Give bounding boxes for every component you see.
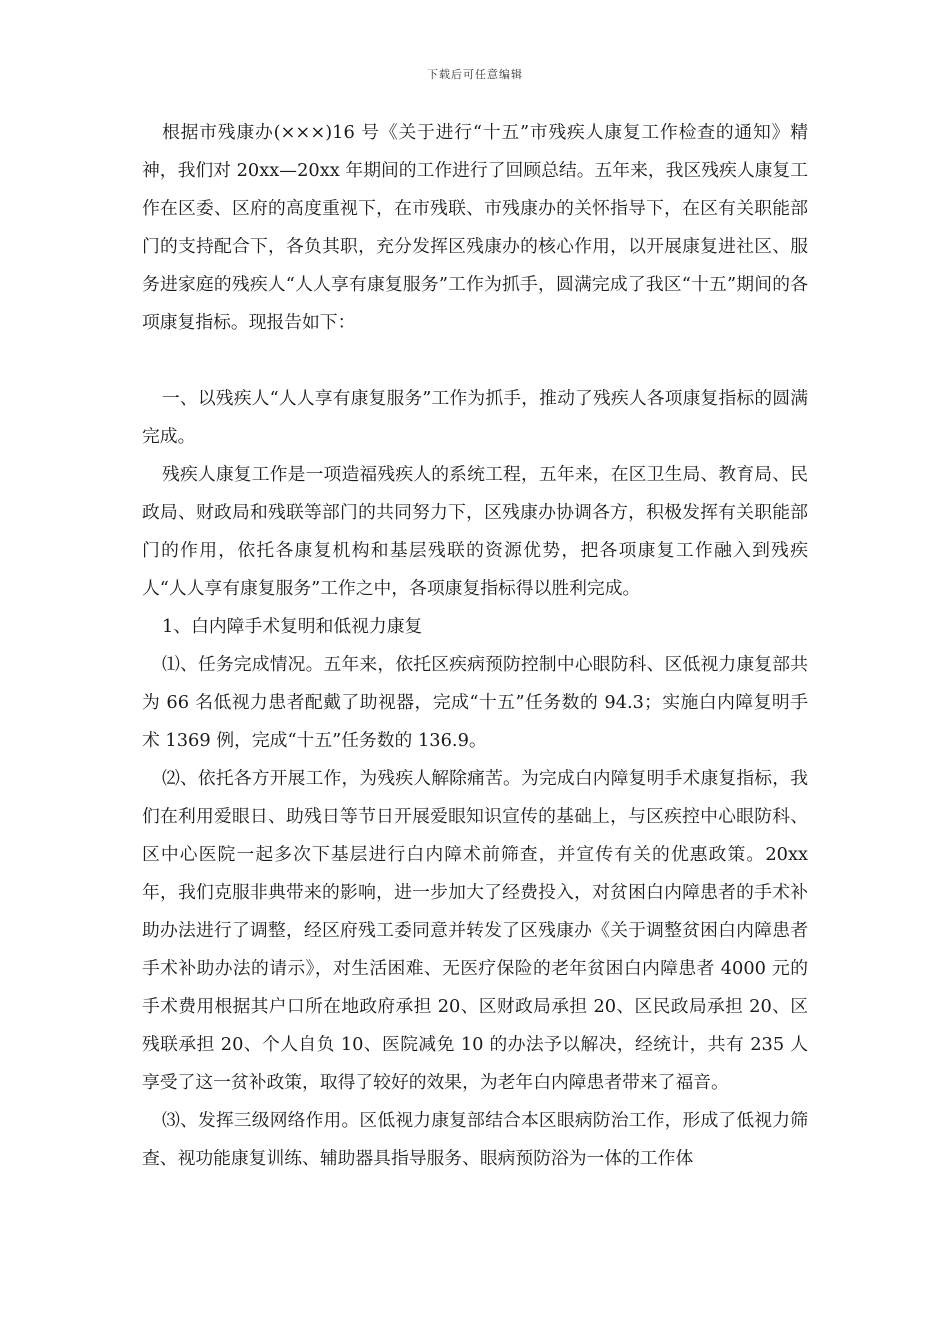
page-header: 下载后可任意编辑 <box>427 68 523 81</box>
item-paragraph-2: ⑵、依托各方开展工作，为残疾人解除痛苦。为完成白内障复明手术康复指标，我们在利用爱眼日、助残日等节日开展爱眼知识宣传的基础上，与区疾控中心眼防科、区中心医院一起多次下基层进行白内障术前筛查，并宣传有关的优惠政策。20xx 年，我们克服非典带来的影响，进一步加大了经费投入，对贫困白内障患者的手术补助办法进行了调整，经区府残工委同意并转发了区残康办《关于调整贫困白内障患者手术补助办法的请示》，对生活困难、无医疗保险的老年贫困白内障患者 4000 元的手术费用根据其户口所在地政府承担 20、区财政局承担 20、区民政局承担 20、区残联承担 20、个人自负 10、医院减免 10 的办法予以解决，经统计，共有 235 人享受了这一贫补政策，取得了较好的效果，为老年白内障患者带来了福音。 <box>142 768 808 1093</box>
document-body <box>142 114 808 1178</box>
subsection-heading: 1、白内障手术复明和低视力康复 <box>162 616 423 637</box>
item-paragraph-1: ⑴、任务完成情况。五年来，依托区疾病预防控制中心眼防科、区低视力康复部共为 66 名低视力患者配戴了助视器，完成“十五”任务数的 94.3；实施白内障复明手术 1369 例，完成“十五”任务数的 136.9。 <box>142 654 808 751</box>
item-paragraph-3: ⑶、发挥三级网络作用。区低视力康复部结合本区眼病防治工作，形成了低视力筛查、视功能康复训练、辅助器具指导服务、眼病预防浴为一体的工作体 <box>142 1110 808 1169</box>
section-heading-1: 一、以残疾人“人人享有康复服务”工作为抓手，推动了残疾人各项康复指标的圆满完成。 <box>142 388 808 447</box>
body-paragraph: 残疾人康复工作是一项造福残疾人的系统工程，五年来，在区卫生局、教育局、民政局、财政局和残联等部门的共同努力下，区残康办协调各方，积极发挥有关职能部门的作用，依托各康复机构和基层残联的资源优势，把各项康复工作融入到残疾人“人人享有康复服务”工作之中，各项康复指标得以胜利完成。 <box>142 464 808 599</box>
intro-paragraph: 根据市残康办(×××)16 号《关于进行“十五”市残疾人康复工作检查的通知》精神，我们对 20xx—20xx 年期间的工作进行了回顾总结。五年来，我区残疾人康复工作在区委、区府的高度重视下，在市残联、市残康办的关怀指导下，在区有关职能部门的支持配合下，各负其职，充分发挥区残康办的核心作用，以开展康复进社区、服务进家庭的残疾人“人人享有康复服务”工作为抓手，圆满完成了我区“十五”期间的各项康复指标。现报告如下： <box>142 122 808 333</box>
